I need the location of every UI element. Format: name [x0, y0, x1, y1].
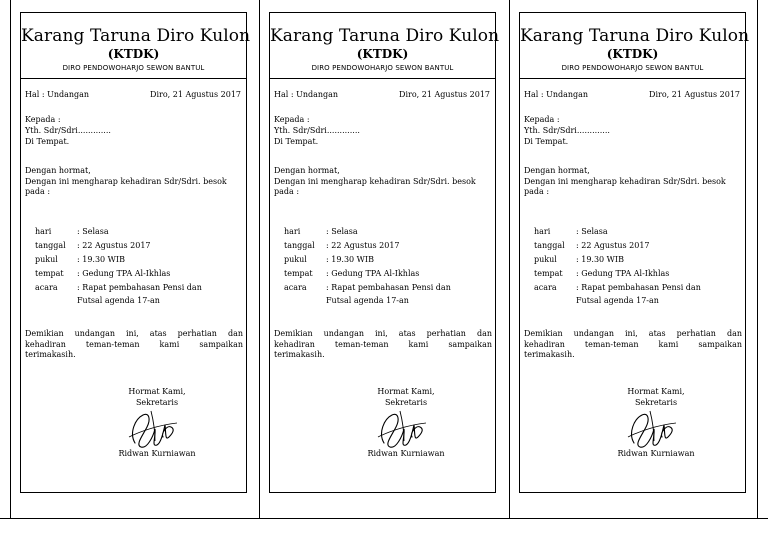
org-abbr: (KTDK) — [606, 47, 659, 61]
signoff-role: Sekretaris — [384, 398, 428, 407]
recipient-label: Kepada : — [25, 115, 61, 124]
closing-text: Demikian undangan ini, atas perhatian dan kehadiran teman-teman kami sampaikan terimakasih. — [25, 329, 243, 359]
detail-label: tempat — [534, 269, 563, 278]
letter-date: Diro, 21 Agustus 2017 — [399, 90, 490, 99]
letter-subject: Hal : Undangan — [274, 90, 339, 99]
detail-value: : 22 Agustus 2017 — [576, 241, 650, 250]
detail-label: pukul — [35, 255, 58, 264]
signoff-name: Ridwan Kurniawan — [118, 449, 196, 458]
detail-label: hari — [534, 227, 551, 236]
signature-icon — [370, 407, 430, 451]
header-rule — [21, 78, 246, 79]
signature-icon — [121, 407, 181, 451]
recipient-label: Kepada : — [524, 115, 560, 124]
detail-label: tanggal — [284, 241, 315, 250]
detail-value: : 19.30 WIB — [576, 255, 624, 264]
detail-value: : Rapat pembahasan Pensi dan Futsal agenda 17-an — [576, 283, 701, 305]
org-address: DIRO PENDOWOHARJO SEWON BANTUL — [311, 64, 454, 72]
signoff-greeting: Hormat Kami, — [377, 387, 435, 396]
signoff-name: Ridwan Kurniawan — [367, 449, 445, 458]
header-rule — [270, 78, 495, 79]
detail-label: hari — [35, 227, 52, 236]
signoff-greeting: Hormat Kami, — [128, 387, 186, 396]
letter-date: Diro, 21 Agustus 2017 — [150, 90, 241, 99]
detail-value: : Rapat pembahasan Pensi dan Futsal agenda 17-an — [326, 283, 451, 305]
detail-label: tanggal — [35, 241, 66, 250]
detail-label: pukul — [534, 255, 557, 264]
detail-label: pukul — [284, 255, 307, 264]
letter-date: Diro, 21 Agustus 2017 — [649, 90, 740, 99]
org-name: Karang Taruna Diro Kulon — [21, 26, 251, 46]
org-name: Karang Taruna Diro Kulon — [270, 26, 500, 46]
recipient-place: Di Tempat. — [274, 137, 319, 146]
intro-text: Dengan ini mengharap kehadiran Sdr/Sdri. besok pada : — [25, 177, 227, 196]
closing-text: Demikian undangan ini, atas perhatian dan kehadiran teman-teman kami sampaikan terimakasih. — [274, 329, 492, 359]
detail-value: : Selasa — [77, 227, 109, 236]
detail-label: acara — [284, 283, 307, 292]
signoff-role: Sekretaris — [135, 398, 179, 407]
intro-text: Dengan ini mengharap kehadiran Sdr/Sdri. besok pada : — [274, 177, 476, 196]
bottom-rule — [0, 518, 768, 519]
signoff-greeting: Hormat Kami, — [627, 387, 685, 396]
detail-value: : 22 Agustus 2017 — [326, 241, 400, 250]
org-abbr: (KTDK) — [107, 47, 160, 61]
invitation-card-right — [519, 12, 750, 493]
org-abbr: (KTDK) — [356, 47, 409, 61]
signoff-role: Sekretaris — [634, 398, 678, 407]
org-name: Karang Taruna Diro Kulon — [520, 26, 750, 46]
divider-line-3 — [509, 0, 510, 518]
intro-text: Dengan ini mengharap kehadiran Sdr/Sdri. besok pada : — [524, 177, 726, 196]
recipient-name: Yth. Sdr/Sdri............. — [25, 126, 111, 135]
detail-value: : 19.30 WIB — [326, 255, 374, 264]
detail-label: hari — [284, 227, 301, 236]
detail-value: : Gedung TPA Al-Ikhlas — [77, 269, 171, 278]
recipient-place: Di Tempat. — [524, 137, 569, 146]
recipient-name: Yth. Sdr/Sdri............. — [524, 126, 610, 135]
header-rule — [520, 78, 745, 79]
detail-value: : Rapat pembahasan Pensi dan Futsal agenda 17-an — [77, 283, 202, 305]
divider-line-2 — [259, 0, 260, 518]
letter-subject: Hal : Undangan — [25, 90, 90, 99]
invitation-card-left — [20, 12, 251, 493]
detail-value: : Gedung TPA Al-Ikhlas — [326, 269, 420, 278]
divider-line-4 — [757, 0, 758, 518]
org-address: DIRO PENDOWOHARJO SEWON BANTUL — [62, 64, 205, 72]
signoff-name: Ridwan Kurniawan — [617, 449, 695, 458]
detail-value: : Selasa — [576, 227, 608, 236]
detail-value: : Gedung TPA Al-Ikhlas — [576, 269, 670, 278]
recipient-label: Kepada : — [274, 115, 310, 124]
recipient-name: Yth. Sdr/Sdri............. — [274, 126, 360, 135]
detail-label: tempat — [35, 269, 64, 278]
detail-value: : Selasa — [326, 227, 358, 236]
detail-value: : 19.30 WIB — [77, 255, 125, 264]
detail-label: acara — [35, 283, 58, 292]
closing-text: Demikian undangan ini, atas perhatian dan kehadiran teman-teman kami sampaikan terimakasih. — [524, 329, 742, 359]
org-address: DIRO PENDOWOHARJO SEWON BANTUL — [561, 64, 704, 72]
detail-value: : 22 Agustus 2017 — [77, 241, 151, 250]
detail-label: tanggal — [534, 241, 565, 250]
recipient-place: Di Tempat. — [25, 137, 70, 146]
greeting: Dengan hormat, — [25, 166, 91, 175]
divider-line-1 — [10, 0, 11, 518]
greeting: Dengan hormat, — [524, 166, 590, 175]
greeting: Dengan hormat, — [274, 166, 340, 175]
invitation-card-middle — [269, 12, 500, 493]
detail-label: acara — [534, 283, 557, 292]
detail-label: tempat — [284, 269, 313, 278]
signature-icon — [620, 407, 680, 451]
letter-subject: Hal : Undangan — [524, 90, 589, 99]
